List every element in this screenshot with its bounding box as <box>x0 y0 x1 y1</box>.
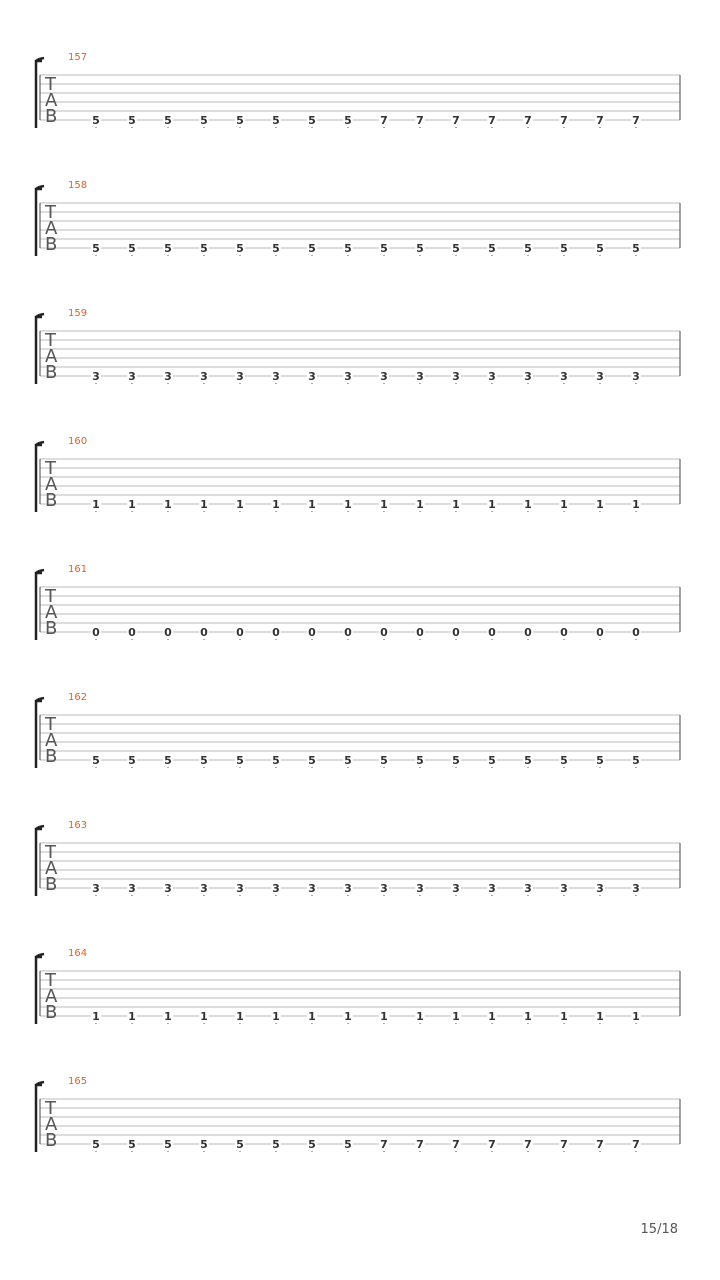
fret-number: 3 <box>488 370 496 383</box>
fret-number: 7 <box>416 114 424 127</box>
fret-number: 1 <box>200 1010 208 1023</box>
fret-number: 3 <box>92 370 100 383</box>
fret-number: 3 <box>380 882 388 895</box>
tab-clef-letter: A <box>45 602 58 623</box>
fret-number: 7 <box>560 114 568 127</box>
fret-number: 0 <box>200 626 208 639</box>
fret-number: 5 <box>560 754 568 767</box>
fret-number: 3 <box>452 882 460 895</box>
fret-number: 7 <box>524 114 532 127</box>
fret-number: 7 <box>452 1138 460 1151</box>
fret-number: 5 <box>416 754 424 767</box>
fret-number: 3 <box>236 370 244 383</box>
fret-number: 3 <box>452 370 460 383</box>
tab-staff <box>0 640 720 768</box>
tab-system <box>0 512 720 640</box>
fret-number: 5 <box>344 114 352 127</box>
fret-number: 3 <box>272 370 280 383</box>
fret-number: 5 <box>200 754 208 767</box>
tab-clef-letter: B <box>45 874 58 895</box>
fret-number: 1 <box>524 498 532 511</box>
fret-number: 0 <box>92 626 100 639</box>
tab-system <box>0 256 720 384</box>
fret-number: 5 <box>524 754 532 767</box>
fret-number: 5 <box>164 1138 172 1151</box>
fret-number: 5 <box>200 242 208 255</box>
fret-number: 0 <box>632 626 640 639</box>
fret-number: 3 <box>164 370 172 383</box>
fret-number: 5 <box>524 242 532 255</box>
fret-number: 0 <box>128 626 136 639</box>
fret-number: 7 <box>632 114 640 127</box>
fret-number: 0 <box>308 626 316 639</box>
fret-number: 5 <box>92 114 100 127</box>
fret-number: 0 <box>524 626 532 639</box>
fret-number: 1 <box>164 498 172 511</box>
measure-number: 162 <box>68 692 88 703</box>
fret-number: 1 <box>272 1010 280 1023</box>
fret-number: 3 <box>488 882 496 895</box>
fret-number: 5 <box>380 242 388 255</box>
fret-number: 5 <box>308 114 316 127</box>
fret-number: 5 <box>236 114 244 127</box>
fret-number: 1 <box>452 498 460 511</box>
fret-number: 3 <box>128 882 136 895</box>
tab-system <box>0 1024 720 1152</box>
tab-staff <box>0 128 720 256</box>
tab-system <box>0 0 720 128</box>
fret-number: 5 <box>344 242 352 255</box>
fret-number: 3 <box>308 370 316 383</box>
fret-number: 1 <box>308 498 316 511</box>
measure-number: 158 <box>68 180 88 191</box>
fret-number: 5 <box>488 754 496 767</box>
fret-number: 0 <box>380 626 388 639</box>
fret-number: 7 <box>380 1138 388 1151</box>
fret-number: 5 <box>272 1138 280 1151</box>
measure-number: 157 <box>68 52 88 63</box>
fret-number: 5 <box>452 754 460 767</box>
fret-number: 5 <box>128 114 136 127</box>
tab-clef-letter: B <box>45 362 58 383</box>
fret-number: 3 <box>524 882 532 895</box>
fret-number: 1 <box>596 498 604 511</box>
tab-clef-letter: T <box>45 842 56 863</box>
fret-number: 3 <box>308 882 316 895</box>
fret-number: 3 <box>272 882 280 895</box>
tab-clef-letter: B <box>45 746 58 767</box>
fret-number: 1 <box>236 1010 244 1023</box>
tab-clef-letter: A <box>45 90 58 111</box>
fret-number: 1 <box>92 1010 100 1023</box>
fret-number: 3 <box>632 370 640 383</box>
tab-staff <box>0 0 720 128</box>
fret-number: 1 <box>236 498 244 511</box>
fret-number: 5 <box>344 1138 352 1151</box>
fret-number: 5 <box>632 754 640 767</box>
fret-number: 7 <box>488 114 496 127</box>
fret-number: 7 <box>596 1138 604 1151</box>
fret-number: 5 <box>128 242 136 255</box>
page-number: 15/18 <box>640 1222 678 1237</box>
fret-number: 1 <box>272 498 280 511</box>
fret-number: 3 <box>560 370 568 383</box>
tab-clef-letter: B <box>45 234 58 255</box>
tab-clef-letter: T <box>45 458 56 479</box>
tab-clef-letter: T <box>45 1098 56 1119</box>
fret-number: 1 <box>380 1010 388 1023</box>
fret-number: 3 <box>164 882 172 895</box>
fret-number: 3 <box>200 370 208 383</box>
tab-clef-letter: T <box>45 202 56 223</box>
fret-number: 3 <box>560 882 568 895</box>
fret-number: 5 <box>200 1138 208 1151</box>
tab-clef-letter: T <box>45 970 56 991</box>
fret-number: 7 <box>632 1138 640 1151</box>
fret-number: 5 <box>452 242 460 255</box>
fret-number: 5 <box>596 242 604 255</box>
fret-number: 0 <box>344 626 352 639</box>
measure-number: 164 <box>68 948 88 959</box>
fret-number: 5 <box>272 754 280 767</box>
fret-number: 7 <box>488 1138 496 1151</box>
fret-number: 7 <box>380 114 388 127</box>
fret-number: 1 <box>488 498 496 511</box>
tab-clef-letter: A <box>45 986 58 1007</box>
fret-number: 1 <box>128 498 136 511</box>
measure-number: 160 <box>68 436 88 447</box>
fret-number: 3 <box>92 882 100 895</box>
tab-system <box>0 640 720 768</box>
fret-number: 3 <box>344 370 352 383</box>
tab-staff <box>0 256 720 384</box>
fret-number: 1 <box>164 1010 172 1023</box>
tab-clef-letter: A <box>45 346 58 367</box>
fret-number: 5 <box>128 1138 136 1151</box>
tab-clef-letter: T <box>45 586 56 607</box>
fret-number: 5 <box>164 242 172 255</box>
tab-system <box>0 768 720 896</box>
tab-staff <box>0 768 720 896</box>
fret-number: 1 <box>632 498 640 511</box>
tab-clef-letter: A <box>45 1114 58 1135</box>
fret-number: 5 <box>200 114 208 127</box>
fret-number: 5 <box>560 242 568 255</box>
fret-number: 5 <box>380 754 388 767</box>
fret-number: 3 <box>416 882 424 895</box>
fret-number: 0 <box>236 626 244 639</box>
fret-number: 3 <box>380 370 388 383</box>
fret-number: 5 <box>272 242 280 255</box>
measure-number: 159 <box>68 308 88 319</box>
fret-number: 1 <box>416 498 424 511</box>
fret-number: 1 <box>524 1010 532 1023</box>
fret-number: 7 <box>416 1138 424 1151</box>
fret-number: 1 <box>200 498 208 511</box>
fret-number: 1 <box>92 498 100 511</box>
fret-number: 0 <box>488 626 496 639</box>
fret-number: 5 <box>596 754 604 767</box>
measure-number: 165 <box>68 1076 88 1087</box>
fret-number: 3 <box>236 882 244 895</box>
fret-number: 5 <box>128 754 136 767</box>
fret-number: 1 <box>380 498 388 511</box>
fret-number: 5 <box>416 242 424 255</box>
fret-number: 5 <box>344 754 352 767</box>
tab-clef-letter: A <box>45 858 58 879</box>
fret-number: 5 <box>92 1138 100 1151</box>
fret-number: 0 <box>272 626 280 639</box>
fret-number: 3 <box>596 370 604 383</box>
tab-system <box>0 896 720 1024</box>
fret-number: 5 <box>236 242 244 255</box>
fret-number: 1 <box>596 1010 604 1023</box>
fret-number: 3 <box>128 370 136 383</box>
tab-clef-letter: T <box>45 74 56 95</box>
tab-clef-letter: A <box>45 474 58 495</box>
fret-number: 3 <box>596 882 604 895</box>
tab-clef-letter: A <box>45 730 58 751</box>
fret-number: 3 <box>344 882 352 895</box>
fret-number: 1 <box>344 498 352 511</box>
fret-number: 0 <box>416 626 424 639</box>
tab-clef-letter: T <box>45 330 56 351</box>
tab-staff <box>0 512 720 640</box>
tab-clef-letter: T <box>45 714 56 735</box>
fret-number: 0 <box>560 626 568 639</box>
fret-number: 1 <box>560 498 568 511</box>
fret-number: 3 <box>200 882 208 895</box>
fret-number: 1 <box>488 1010 496 1023</box>
fret-number: 5 <box>236 754 244 767</box>
tab-staff <box>0 896 720 1024</box>
fret-number: 7 <box>524 1138 532 1151</box>
fret-number: 5 <box>92 754 100 767</box>
fret-number: 5 <box>308 754 316 767</box>
fret-number: 7 <box>560 1138 568 1151</box>
fret-number: 0 <box>452 626 460 639</box>
fret-number: 1 <box>128 1010 136 1023</box>
fret-number: 5 <box>308 242 316 255</box>
fret-number: 3 <box>524 370 532 383</box>
fret-number: 7 <box>452 114 460 127</box>
tab-staff <box>0 1024 720 1152</box>
fret-number: 3 <box>632 882 640 895</box>
measure-number: 161 <box>68 564 88 575</box>
fret-number: 1 <box>560 1010 568 1023</box>
tab-clef-letter: A <box>45 218 58 239</box>
tab-system <box>0 384 720 512</box>
tab-clef-letter: B <box>45 1130 58 1151</box>
fret-number: 1 <box>416 1010 424 1023</box>
fret-number: 0 <box>164 626 172 639</box>
fret-number: 7 <box>596 114 604 127</box>
measure-number: 163 <box>68 820 88 831</box>
tab-clef-letter: B <box>45 106 58 127</box>
tab-clef-letter: B <box>45 1002 58 1023</box>
fret-number: 5 <box>164 114 172 127</box>
tab-clef-letter: B <box>45 490 58 511</box>
fret-number: 5 <box>92 242 100 255</box>
fret-number: 5 <box>236 1138 244 1151</box>
fret-number: 1 <box>308 1010 316 1023</box>
tab-staff <box>0 384 720 512</box>
fret-number: 1 <box>344 1010 352 1023</box>
fret-number: 5 <box>272 114 280 127</box>
fret-number: 5 <box>632 242 640 255</box>
fret-number: 1 <box>452 1010 460 1023</box>
fret-number: 5 <box>308 1138 316 1151</box>
tab-system <box>0 128 720 256</box>
fret-number: 5 <box>488 242 496 255</box>
fret-number: 3 <box>416 370 424 383</box>
fret-number: 0 <box>596 626 604 639</box>
tab-clef-letter: B <box>45 618 58 639</box>
fret-number: 1 <box>632 1010 640 1023</box>
fret-number: 5 <box>164 754 172 767</box>
